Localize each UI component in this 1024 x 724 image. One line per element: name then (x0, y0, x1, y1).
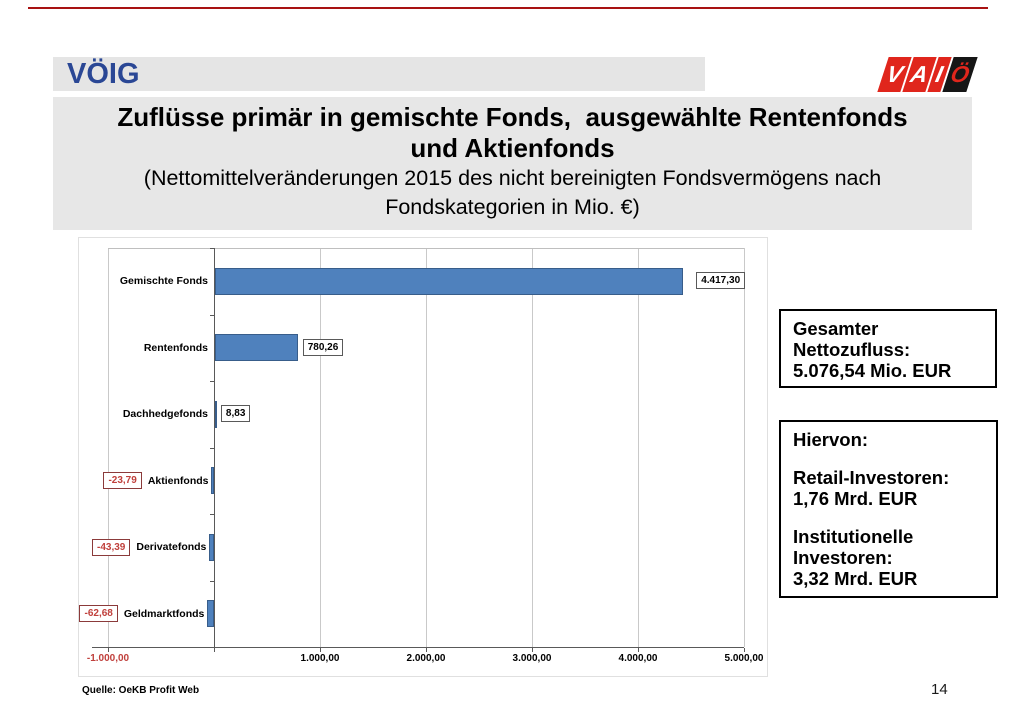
category-label: Geldmarktfonds (123, 607, 205, 620)
value-label: 4.417,30 (696, 272, 745, 289)
x-axis-tick (320, 648, 321, 652)
summary-line: Gesamter (793, 318, 879, 339)
category-label: Dachhedgefonds (122, 408, 208, 421)
category-label: Aktienfonds (147, 474, 209, 487)
slide-subtitle-line1: (Nettomittelveränderungen 2015 des nicht bereinigten Fondsvermögens nach (143, 166, 882, 190)
value-label: -62,68 (79, 605, 117, 622)
category-row (120, 273, 208, 289)
x-axis-tick-label: -1.000,00 (86, 653, 130, 664)
plot-top-border (108, 248, 744, 249)
gridline (108, 248, 109, 647)
category-axis-tick (210, 315, 214, 316)
summary-line: Investoren: (793, 547, 893, 568)
value-label: 8,83 (221, 405, 250, 422)
category-axis-tick (210, 647, 214, 648)
bar (209, 534, 214, 561)
category-axis-tick (210, 248, 214, 249)
page-number: 14 (931, 681, 948, 698)
vaio-logo-letter: I (933, 61, 946, 87)
category-axis-tick (210, 448, 214, 449)
value-label: 780,26 (303, 339, 344, 356)
gridline (320, 248, 321, 647)
bar (207, 600, 214, 627)
category-row (92, 538, 206, 556)
bar (215, 268, 683, 295)
summary-line: Nettozufluss: (793, 339, 911, 360)
x-axis-tick (744, 648, 745, 652)
category-axis-tick (210, 381, 214, 382)
category-row (123, 406, 208, 422)
gridline (426, 248, 427, 647)
category-label: Rentenfonds (143, 341, 208, 354)
summary-line: 5.076,54 Mio. EUR (793, 360, 952, 381)
slide-title-line2: und Aktienfonds (410, 133, 615, 163)
category-row (103, 472, 208, 490)
bar (215, 334, 298, 361)
summary-line: 3,32 Mrd. EUR (793, 568, 918, 589)
category-axis-tick (210, 514, 214, 515)
x-axis-tick-label: 5.000,00 (724, 653, 764, 664)
gridline (744, 248, 745, 647)
total-netinflow-box (779, 309, 997, 388)
x-axis-tick (214, 648, 215, 652)
x-axis-tick (638, 648, 639, 652)
x-axis-tick-label: 3.000,00 (512, 653, 552, 664)
x-axis-tick-label: 4.000,00 (618, 653, 658, 664)
summary-line: Hiervon: (793, 429, 869, 450)
value-label: -43,39 (92, 539, 130, 556)
summary-group (793, 429, 996, 450)
investor-breakdown-box (779, 420, 998, 598)
category-label: Gemischte Fonds (119, 275, 208, 288)
summary-line: Institutionelle (793, 526, 914, 547)
slide-title-line1: Zuflüsse primär in gemischte Fonds, ausgewählte Rentenfonds (117, 102, 908, 132)
vaio-logo-letter: V (884, 61, 906, 87)
voig-logo: VÖIG (67, 58, 140, 90)
summary-group (793, 467, 996, 509)
x-axis-tick-label: 1.000,00 (300, 653, 340, 664)
x-axis-line (92, 647, 744, 648)
x-axis-tick (426, 648, 427, 652)
category-axis-tick (210, 581, 214, 582)
summary-line: Retail-Investoren: (793, 467, 950, 488)
gridline (532, 248, 533, 647)
category-row (79, 605, 204, 623)
source-note: Quelle: OeKB Profit Web (82, 685, 200, 696)
vaio-logo-letter: Ö (948, 61, 972, 87)
summary-group (793, 526, 996, 589)
summary-line: 1,76 Mrd. EUR (793, 488, 918, 509)
vaio-logo-letter: A (908, 61, 931, 87)
slide-subtitle-line2: Fondskategorien in Mio. €) (385, 195, 640, 219)
category-label: Derivatefonds (136, 541, 207, 554)
x-axis-tick (108, 648, 109, 652)
x-axis-tick (532, 648, 533, 652)
category-axis-line (214, 248, 215, 648)
value-label: -23,79 (103, 472, 141, 489)
category-row (144, 340, 208, 356)
x-axis-tick-label: 2.000,00 (406, 653, 446, 664)
bar (215, 401, 217, 428)
gridline (638, 248, 639, 647)
bar (211, 467, 214, 494)
